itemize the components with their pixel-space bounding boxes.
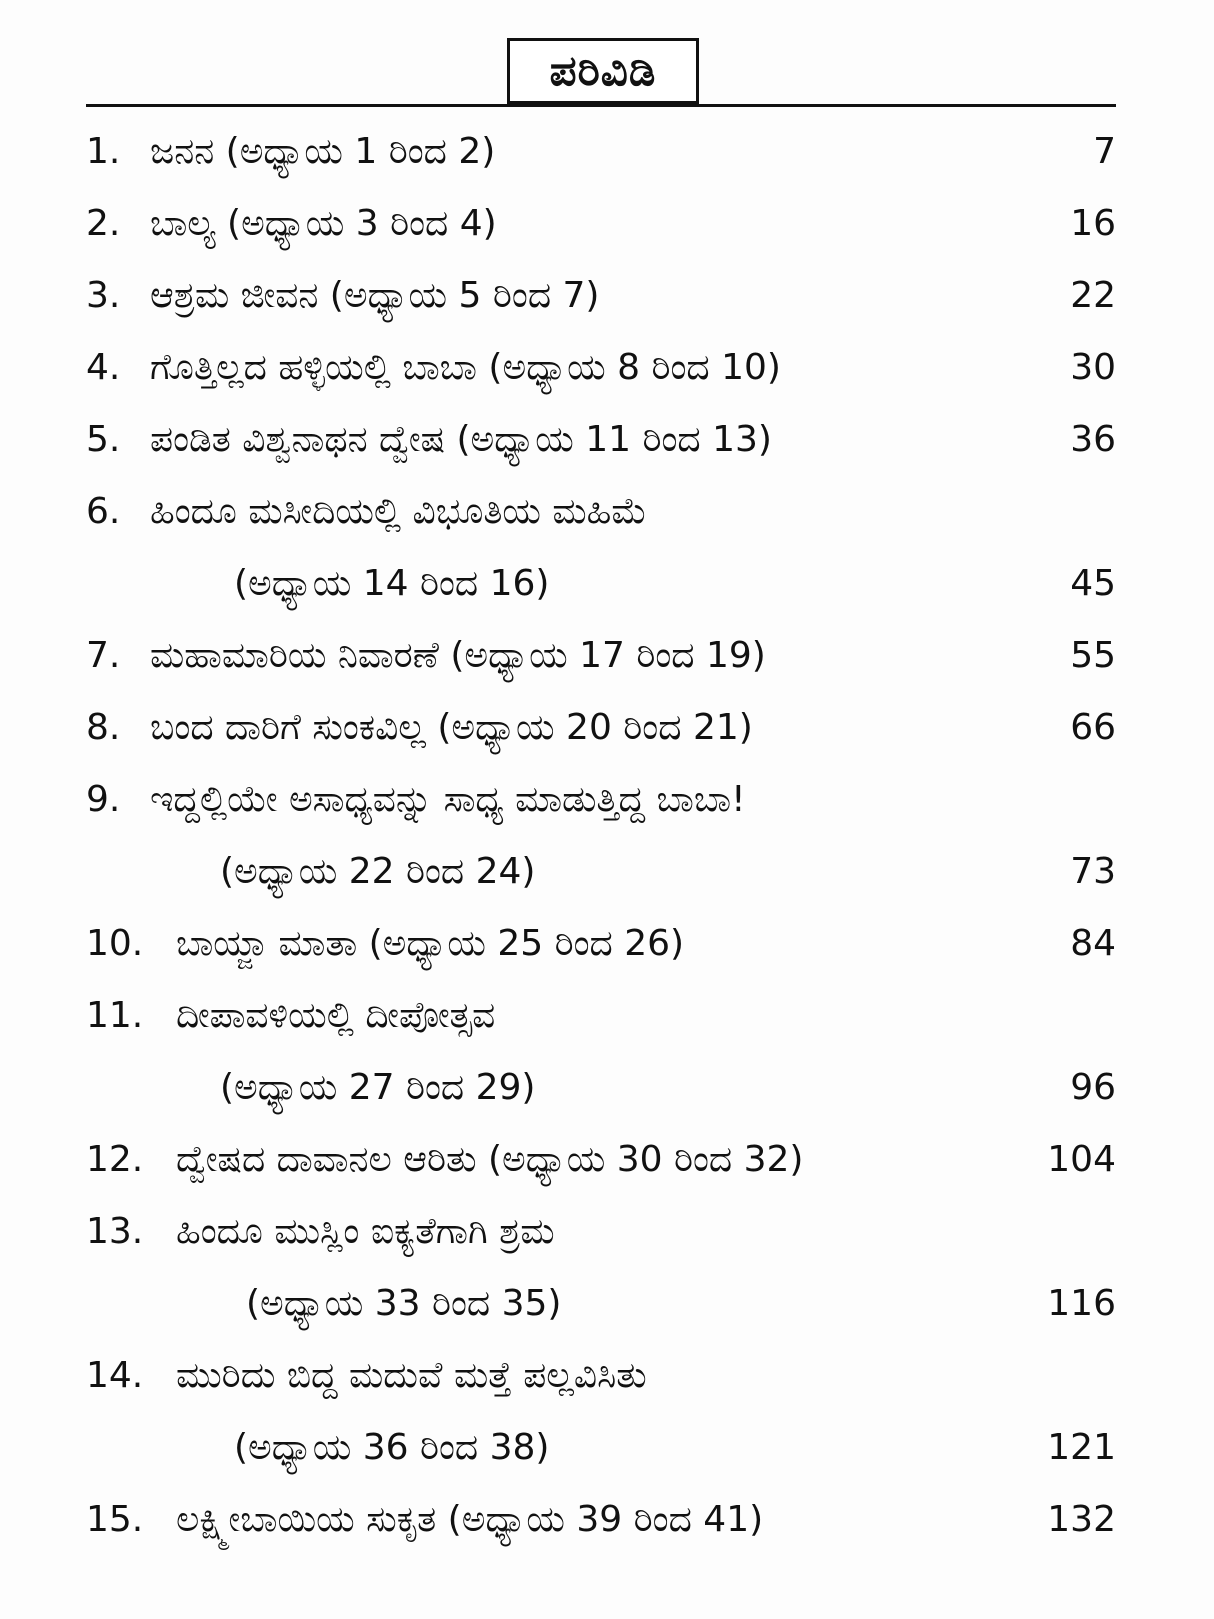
entry-chapters: (ಅಧ್ಯಾಯ 14 ರಿಂದ 16) bbox=[234, 563, 550, 604]
entry-number: 15. bbox=[86, 1499, 144, 1540]
entry-page: 45 bbox=[1070, 563, 1116, 604]
entry-page: 104 bbox=[1047, 1139, 1116, 1180]
entry-number: 9. bbox=[86, 779, 121, 820]
entry-title: ಲಕ್ಷ್ಮೀಬಾಯಿಯ ಸುಕೃತ (ಅಧ್ಯಾಯ 39 ರಿಂದ 41) bbox=[176, 1499, 764, 1540]
entry-page: 121 bbox=[1047, 1427, 1116, 1468]
entry-number: 12. bbox=[86, 1139, 144, 1180]
entry-chapters: (ಅಧ್ಯಾಯ 33 ರಿಂದ 35) bbox=[246, 1283, 562, 1324]
entry-chapters: (ಅಧ್ಯಾಯ 22 ರಿಂದ 24) bbox=[220, 851, 536, 892]
entry-number: 6. bbox=[86, 491, 121, 532]
entry-number: 4. bbox=[86, 347, 121, 388]
entry-page: 116 bbox=[1047, 1283, 1116, 1324]
toc-entry[interactable] bbox=[86, 1484, 1116, 1556]
toc-entry[interactable] bbox=[86, 764, 1116, 836]
toc-entry[interactable] bbox=[86, 980, 1116, 1052]
entry-title: ಮುರಿದು ಬಿದ್ದ ಮದುವೆ ಮತ್ತೆ ಪಲ್ಲವಿಸಿತು bbox=[176, 1355, 647, 1396]
entry-title: ಬಾಯ್ಜಾ ಮಾತಾ (ಅಧ್ಯಾಯ 25 ರಿಂದ 26) bbox=[176, 923, 685, 964]
entry-number: 10. bbox=[86, 923, 144, 964]
entry-page: 22 bbox=[1070, 275, 1116, 316]
entry-title: ಇದ್ದಲ್ಲಿಯೇ ಅಸಾಧ್ಯವನ್ನು ಸಾಧ್ಯ ಮಾಡುತ್ತಿದ್ದ ಬಾಬಾ! bbox=[150, 779, 746, 820]
entry-title: ಆಶ್ರಮ ಜೀವನ (ಅಧ್ಯಾಯ 5 ರಿಂದ 7) bbox=[150, 275, 600, 316]
entry-title: ದ್ವೇಷದ ದಾವಾನಲ ಆರಿತು (ಅಧ್ಯಾಯ 30 ರಿಂದ 32) bbox=[176, 1139, 804, 1180]
heading-divider bbox=[86, 104, 1116, 107]
table-of-contents bbox=[86, 116, 1116, 1556]
toc-entry[interactable] bbox=[86, 1340, 1116, 1412]
entry-chapters: (ಅಧ್ಯಾಯ 36 ರಿಂದ 38) bbox=[234, 1427, 550, 1468]
toc-entry[interactable] bbox=[86, 1124, 1116, 1196]
entry-title: ಹಿಂದೂ ಮುಸ್ಲಿಂ ಐಕ್ಯತೆಗಾಗಿ ಶ್ರಮ bbox=[176, 1211, 555, 1252]
entry-number: 8. bbox=[86, 707, 121, 748]
entry-title: ಜನನ (ಅಧ್ಯಾಯ 1 ರಿಂದ 2) bbox=[150, 131, 496, 172]
entry-page: 16 bbox=[1070, 203, 1116, 244]
toc-entry-continuation[interactable] bbox=[86, 1052, 1116, 1124]
entry-number: 11. bbox=[86, 995, 144, 1036]
entry-page: 73 bbox=[1070, 851, 1116, 892]
toc-entry[interactable] bbox=[86, 116, 1116, 188]
toc-entry-continuation[interactable] bbox=[86, 1268, 1116, 1340]
entry-number: 1. bbox=[86, 131, 121, 172]
toc-entry[interactable] bbox=[86, 188, 1116, 260]
toc-entry[interactable] bbox=[86, 692, 1116, 764]
toc-entry-continuation[interactable] bbox=[86, 1412, 1116, 1484]
entry-page: 96 bbox=[1070, 1067, 1116, 1108]
entry-number: 14. bbox=[86, 1355, 144, 1396]
entry-title: ದೀಪಾವಳಿಯಲ್ಲಿ ದೀಪೋತ್ಸವ bbox=[176, 995, 496, 1036]
entry-page: 84 bbox=[1070, 923, 1116, 964]
contents-heading: ಪರಿವಿಡಿ bbox=[507, 38, 699, 104]
entry-title: ಮಹಾಮಾರಿಯ ನಿವಾರಣೆ (ಅಧ್ಯಾಯ 17 ರಿಂದ 19) bbox=[150, 635, 766, 676]
entry-page: 36 bbox=[1070, 419, 1116, 460]
entry-page: 55 bbox=[1070, 635, 1116, 676]
entry-title: ಬಂದ ದಾರಿಗೆ ಸುಂಕವಿಲ್ಲ (ಅಧ್ಯಾಯ 20 ರಿಂದ 21) bbox=[150, 707, 753, 748]
toc-entry[interactable] bbox=[86, 332, 1116, 404]
entry-page: 66 bbox=[1070, 707, 1116, 748]
entry-number: 3. bbox=[86, 275, 121, 316]
entry-chapters: (ಅಧ್ಯಾಯ 27 ರಿಂದ 29) bbox=[220, 1067, 536, 1108]
toc-entry[interactable] bbox=[86, 476, 1116, 548]
entry-page: 30 bbox=[1070, 347, 1116, 388]
toc-entry[interactable] bbox=[86, 260, 1116, 332]
entry-title: ಹಿಂದೂ ಮಸೀದಿಯಲ್ಲಿ ವಿಭೂತಿಯ ಮಹಿಮೆ bbox=[150, 491, 648, 532]
toc-entry[interactable] bbox=[86, 1196, 1116, 1268]
entry-title: ಗೊತ್ತಿಲ್ಲದ ಹಳ್ಳಿಯಲ್ಲಿ ಬಾಬಾ (ಅಧ್ಯಾಯ 8 ರಿಂದ 10) bbox=[150, 347, 781, 388]
toc-entry-continuation[interactable] bbox=[86, 548, 1116, 620]
entry-number: 5. bbox=[86, 419, 121, 460]
toc-entry-continuation[interactable] bbox=[86, 836, 1116, 908]
entry-number: 7. bbox=[86, 635, 121, 676]
entry-number: 2. bbox=[86, 203, 121, 244]
entry-title: ಪಂಡಿತ ವಿಶ್ವನಾಥನ ದ್ವೇಷ (ಅಧ್ಯಾಯ 11 ರಿಂದ 13) bbox=[150, 419, 772, 460]
toc-entry[interactable] bbox=[86, 620, 1116, 692]
entry-page: 132 bbox=[1047, 1499, 1116, 1540]
entry-title: ಬಾಲ್ಯ (ಅಧ್ಯಾಯ 3 ರಿಂದ 4) bbox=[150, 203, 497, 244]
toc-entry[interactable] bbox=[86, 404, 1116, 476]
toc-entry[interactable] bbox=[86, 908, 1116, 980]
entry-page: 7 bbox=[1093, 131, 1116, 172]
entry-number: 13. bbox=[86, 1211, 144, 1252]
